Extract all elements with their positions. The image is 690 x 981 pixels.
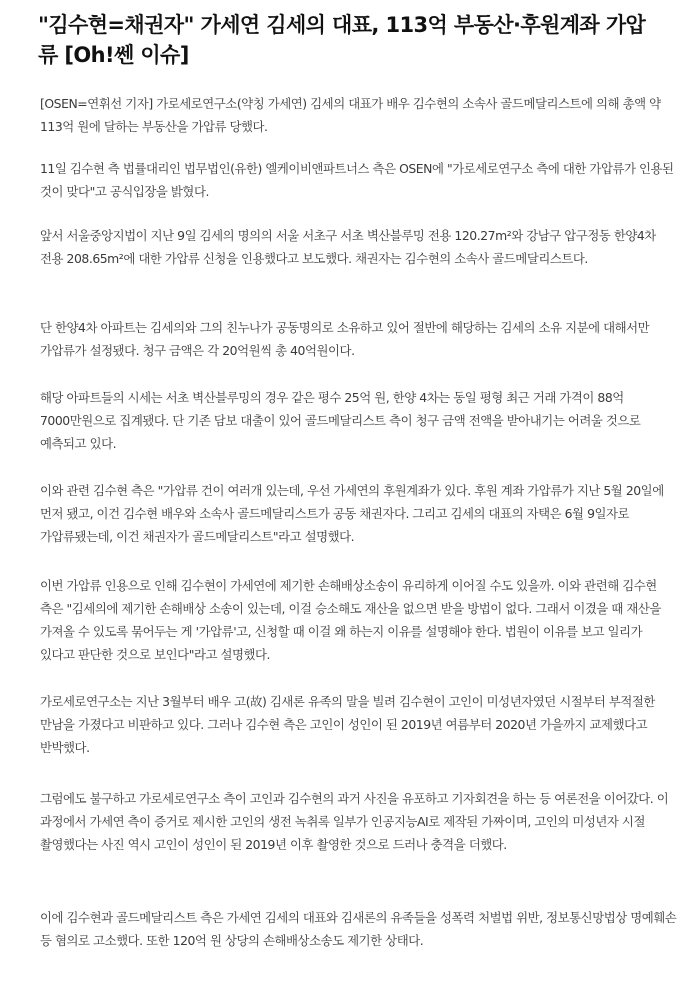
article-paragraph-5: 해당 아파트들의 시세는 서초 벽산블루밍의 경우 같은 평수 25억 원, 한양 4차는 동일 평형 최근 거래 가격이 88억 7000만원으로 집계됐다. 단 기존 담보 대출이 있어 골드메달리스트 측이 청구 금액 전액을 받아내기는 어려울 것으로 예측되고 있다. — [40, 390, 641, 451]
article-paragraph-4: 단 한양4차 아파트는 김세의와 그의 친누나가 공동명의로 소유하고 있어 절반에 해당하는 김세의 소유 지분에 대해서만 가압류가 설정됐다. 청구 금액은 각 20억원씩 총 40억원이다. — [40, 320, 650, 358]
article-paragraph-1: [OSEN=연휘선 기자] 가로세로연구소(약칭 가세연) 김세의 대표가 배우 김수현의 소속사 골드메달리스트에 의해 총액 약 113억 원에 달하는 부동산을 가압류 당했다. — [40, 96, 661, 134]
article-paragraph-3: 앞서 서울중앙지법이 지난 9일 김세의 명의의 서울 서초구 서초 벽산블루밍 전용 120.27m²와 강남구 압구정동 한양4차 전용 208.65m²에 대한 가압류 신청을 인용했다고 보도했다. 채권자는 김수현의 소속사 골드메달리스트다. — [40, 228, 656, 266]
article-paragraph-9: 그럼에도 불구하고 가로세로연구소 측이 고인과 김수현의 과거 사진을 유포하고 기자회견을 하는 등 여론전을 이어갔다. 이 과정에서 가세연 측이 증거로 제시한 고인의 생전 녹취록 일부가 인공지능AI로 제작된 가짜이며, 고인의 미성년자 시절 촬영했다는 사진 역시 고인이 성인이 된 2019년 이후 촬영한 것으로 드러나 충격을 더했다. — [40, 791, 669, 852]
article-paragraph-7: 이번 가압류 인용으로 인해 김수현이 가세연에 제기한 손해배상소송이 유리하게 이어질 수도 있을까. 이와 관련해 김수현 측은 "김세의에 제기한 손해배상 소송이 있는데, 이걸 승소해도 재산을 없으면 받을 방법이 없다. 그래서 이겼을 때 재산을 가져올 수 있도록 묶어두는 게 '가압류'고, 신청할 때 이걸 왜 하는지 이유를 설명해야 한다. 법원이 이유를 보고 일리가 있다고 판단한 것으로 보인다"라고 설명했다. — [40, 578, 661, 662]
article-paragraph-10: 이에 김수현과 골드메달리스트 측은 가세연 김세의 대표와 김새론의 유족들을 성폭력 처벌법 위반, 정보통신망법상 명예훼손 등 혐의로 고소했다. 또한 120억 원 상당의 손해배상소송도 제기한 상태다. — [40, 910, 677, 948]
article-headline: "김수현=채권자" 가세연 김세의 대표, 113억 부동산·후원계좌 가압류 [Oh!쎈 이슈] — [38, 13, 646, 67]
article-paragraph-2: 11일 김수현 측 법률대리인 법무법인(유한) 엘케이비앤파트너스 측은 OSEN에 "가로세로연구소 측에 대한 가압류가 인용된 것이 맞다"고 공식입장을 밝혔다. — [40, 161, 674, 199]
article-paragraph-6: 이와 관련 김수현 측은 "가압류 건이 여러개 있는데, 우선 가세연의 후원계좌가 있다. 후원 계좌 가압류가 지난 5월 20일에 먼저 됐고, 이건 김수현 배우와 소속사 골드메달리스트가 공동 채권자다. 그리고 김세의 대표의 자택은 6월 9일자로 가압류됐는데, 이건 채권자가 골드메달리스트"라고 설명했다. — [40, 483, 664, 544]
article-paragraph-8: 가로세로연구소는 지난 3월부터 배우 고(故) 김새론 유족의 말을 빌려 김수현이 고인이 미성년자였던 시절부터 부적절한 만남을 가졌다고 비판하고 있다. 그러나 김수현 측은 고인이 성인이 된 2019년 여름부터 2020년 가을까지 교제했다고 반박했다. — [40, 694, 655, 755]
